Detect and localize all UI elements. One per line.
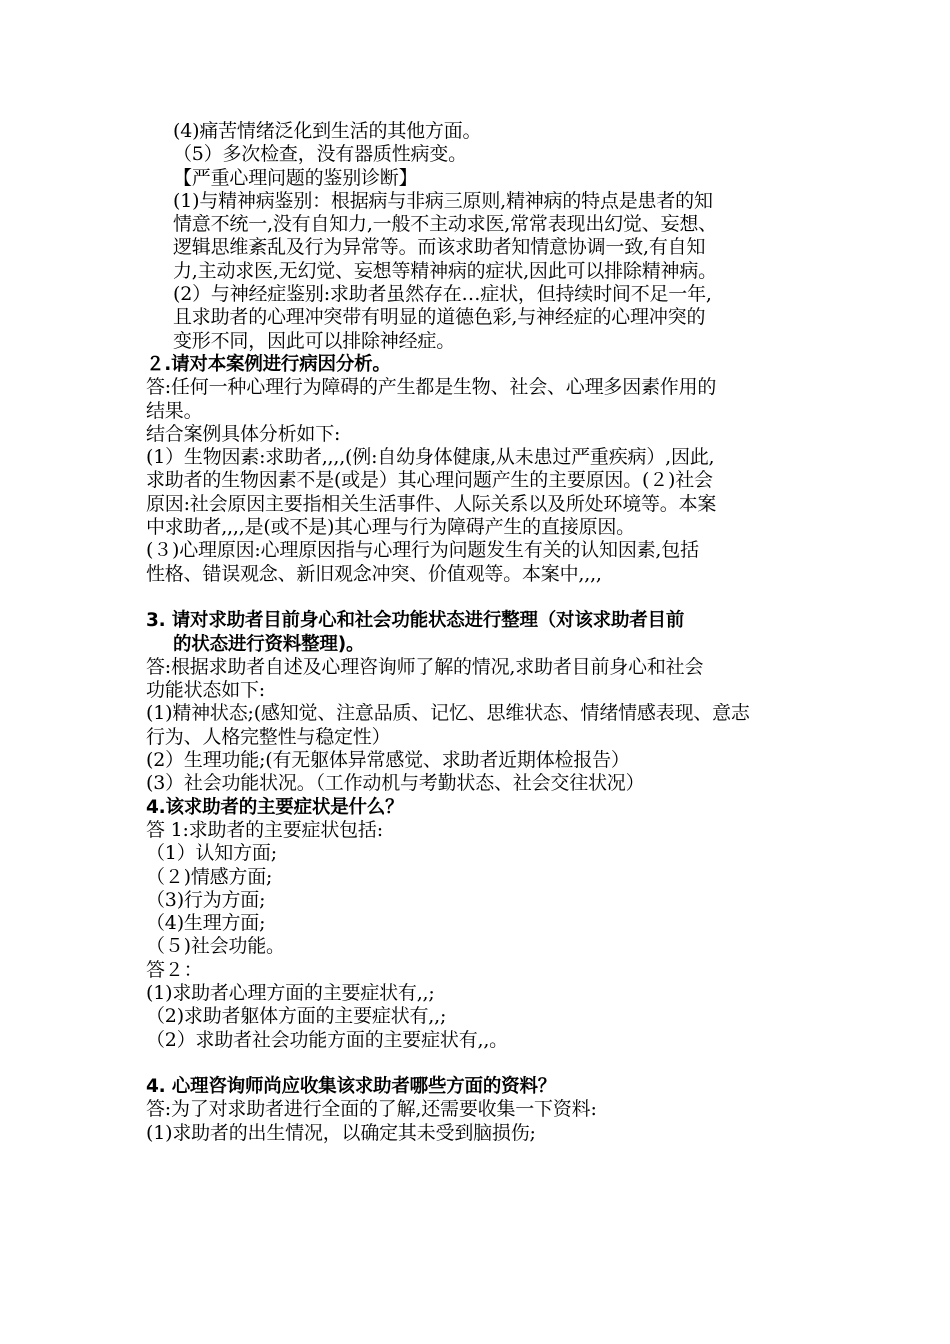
- text-line: （5）多次检查，没有器质性病变。: [173, 143, 467, 166]
- list-item: （2）求助者社会功能方面的主要症状有,,。: [146, 1028, 508, 1051]
- blank-line: [146, 586, 814, 609]
- text-line: 行为、人格完整性与稳定性）: [146, 725, 391, 748]
- text-line: 中求助者,,,,是(或不是)其心理与行为障碍产生的直接原因。: [146, 516, 635, 539]
- text-line: (2）生理功能;(有无躯体异常感觉、求助者近期体检报告）: [146, 749, 630, 772]
- text-line: 变形不同，因此可以排除神经症。: [173, 329, 456, 352]
- text-line: 力,主动求医,无幻觉、妄想等精神病的症状,因此可以排除精神病。: [173, 259, 717, 282]
- text-line: (1)精神状态;(感知觉、注意品质、记忆、思维状态、情绪情感表现、意志: [146, 702, 750, 725]
- text-line: 逻辑思维紊乱及行为异常等。而该求助者知情意协调一致,有自知: [173, 236, 706, 259]
- text-line: 答 1:求助者的主要症状包括:: [146, 818, 383, 841]
- list-item: （２)情感方面;: [146, 865, 273, 888]
- list-item: (1)求助者心理方面的主要症状有,,;: [146, 981, 435, 1004]
- text-line: 答:任何一种心理行为障碍的产生都是生物、社会、心理多因素作用的: [146, 376, 717, 399]
- text-line: 结合案例具体分析如下:: [146, 422, 341, 445]
- text-line: 答:根据求助者自述及心理咨询师了解的情况,求助者目前身心和社会: [146, 655, 704, 678]
- text-line: (1）生物因素:求助者,,,,(例:自幼身体健康,从未患过严重疾病）,因此,: [146, 446, 715, 469]
- text-line: 求助者的生物因素不是(或是）其心理问题产生的主要原因。(２)社会: [146, 469, 713, 492]
- question-heading: 4. 心理咨询师尚应收集该求助者哪些方面的资料？: [146, 1076, 557, 1098]
- text-line: 答２：: [146, 958, 203, 981]
- text-line: 原因:社会原因主要指相关生活事件、人际关系以及所处环境等。本案: [146, 492, 717, 515]
- blank-line: [146, 1052, 814, 1075]
- question-heading: ２.请对本案例进行病因分析。: [146, 353, 391, 375]
- list-item: (1)求助者的出生情况，以确定其未受到脑损伤;: [146, 1121, 536, 1144]
- list-item: （4)生理方面;: [146, 912, 266, 935]
- list-item: （2)求助者躯体方面的主要症状有,,;: [146, 1005, 447, 1028]
- question-heading: 4.该求助者的主要症状是什么？: [146, 796, 404, 818]
- text-line: (4)痛苦情绪泛化到生活的其他方面。: [173, 120, 482, 142]
- list-item: （3)行为方面;: [146, 888, 266, 911]
- section-heading: 【严重心理问题的鉴别诊断】: [173, 166, 418, 189]
- text-line: 且求助者的心理冲突带有明显的道德色彩,与神经症的心理冲突的: [173, 306, 706, 329]
- text-line: 功能状态如下:: [146, 679, 266, 702]
- document-page: [146, 120, 814, 1145]
- text-line: 答:为了对求助者进行全面的了解,还需要收集一下资料:: [146, 1098, 597, 1121]
- text-line: (2）与神经症鉴别:求助者虽然存在…症状，但持续时间不足一年,: [173, 283, 712, 306]
- list-item: （５)社会功能。: [146, 935, 285, 958]
- text-line: (３)心理原因:心理原因指与心理行为问题发生有关的认知因素,包括: [146, 539, 699, 562]
- question-heading: 的状态进行资料整理)。: [173, 633, 365, 655]
- question-heading: 3. 请对求助者目前身心和社会功能状态进行整理（对该求助者目前: [146, 610, 685, 632]
- text-line: (1)与精神病鉴别：根据病与非病三原则,精神病的特点是患者的知: [173, 189, 713, 212]
- text-line: 结果。: [146, 399, 203, 422]
- text-line: (3）社会功能状况。（工作动机与考勤状态、社会交往状况）: [146, 772, 645, 795]
- text-line: 情意不统一,没有自知力,一般不主动求医,常常表现出幻觉、妄想、: [173, 213, 717, 236]
- text-line: 性格、错误观念、新旧观念冲突、价值观等。本案中,,,,: [146, 562, 602, 585]
- list-item: （1）认知方面;: [146, 842, 277, 865]
